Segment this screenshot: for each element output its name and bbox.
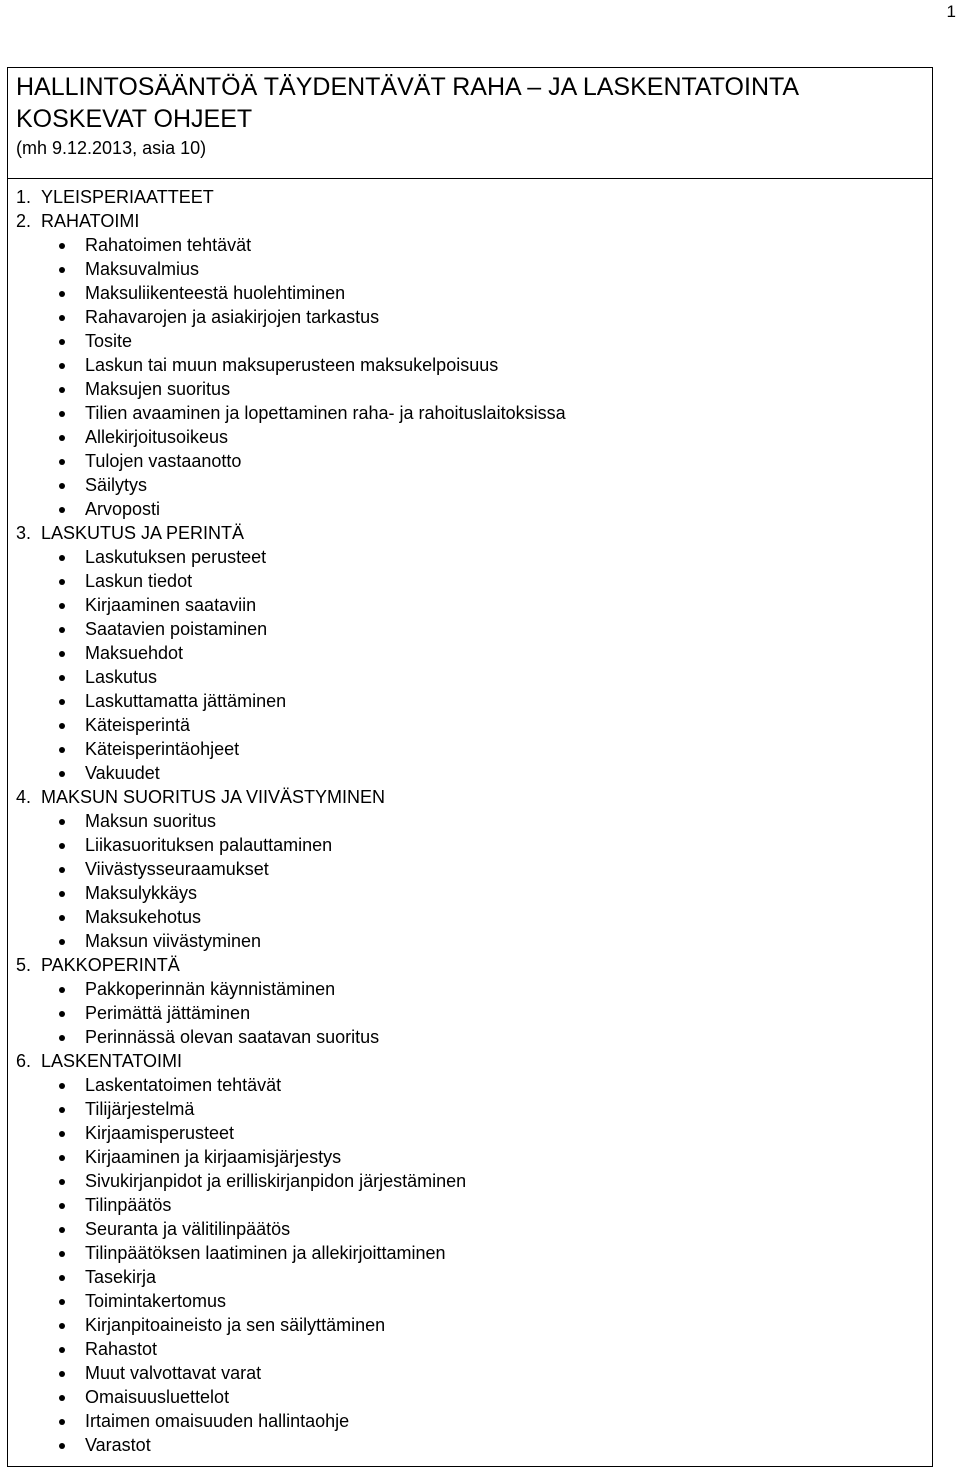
section-item-list (16, 809, 932, 953)
list-item-label: Maksuvalmius (85, 259, 200, 279)
list-item-label: Tosite (85, 331, 133, 351)
list-item (16, 545, 932, 569)
list-item-label: Toimintakertomus (85, 1291, 227, 1311)
list-item (16, 977, 932, 1001)
document-header (8, 68, 932, 179)
bullet-icon (59, 387, 65, 393)
list-item-label: Irtaimen omaisuuden hallintaohje (85, 1411, 350, 1431)
list-item-label: Laskutus (85, 667, 158, 687)
list-item (16, 1145, 932, 1169)
list-item (16, 497, 932, 521)
list-item-label: Omaisuusluettelot (85, 1387, 230, 1407)
section-heading (16, 1049, 932, 1073)
list-item-label: Tasekirja (85, 1267, 157, 1287)
bullet-icon (59, 627, 65, 633)
list-item-label: Liikasuorituksen palauttaminen (85, 835, 333, 855)
list-item-label: Maksulykkäys (85, 883, 198, 903)
list-item-label: Rahastot (85, 1339, 158, 1359)
bullet-icon (59, 1107, 65, 1113)
bullet-icon (59, 891, 65, 897)
list-item (16, 1001, 932, 1025)
list-item-label: Käteisperintä (85, 715, 191, 735)
document-title: HALLINTOSÄÄNTÖÄ TÄYDENTÄVÄT RAHA – JA LASKENTATOINTA KOSKEVAT OHJEET (16, 73, 798, 133)
list-item-label: Tilijärjestelmä (85, 1099, 195, 1119)
list-item (16, 929, 932, 953)
list-item-label: Maksun suoritus (85, 811, 217, 831)
section-title: RAHATOIMI (41, 211, 140, 231)
bullet-icon (59, 1131, 65, 1137)
bullet-icon (59, 579, 65, 585)
bullet-icon (59, 1035, 65, 1041)
list-item (16, 1073, 932, 1097)
list-item-label: Maksun viivästyminen (85, 931, 262, 951)
list-item (16, 1337, 932, 1361)
list-item (16, 1313, 932, 1337)
list-item-label: Saatavien poistaminen (85, 619, 268, 639)
bullet-icon (59, 435, 65, 441)
list-item (16, 809, 932, 833)
bullet-icon (59, 291, 65, 297)
table-of-contents (8, 179, 932, 1457)
list-item-label: Maksuliikenteestä huolehtiminen (85, 283, 346, 303)
list-item-label: Allekirjoitusoikeus (85, 427, 229, 447)
page-number: 1 (946, 2, 956, 21)
bullet-icon (59, 1371, 65, 1377)
section-title: LASKENTATOIMI (41, 1051, 183, 1071)
list-item (16, 473, 932, 497)
bullet-icon (59, 675, 65, 681)
bullet-icon (59, 243, 65, 249)
list-item (16, 737, 932, 761)
list-item (16, 1121, 932, 1145)
list-item (16, 713, 932, 737)
section-heading (16, 521, 932, 545)
list-item (16, 1289, 932, 1313)
section-heading (16, 953, 932, 977)
list-item (16, 329, 932, 353)
bullet-icon (59, 1275, 65, 1281)
list-item-label: Rahatoimen tehtävät (85, 235, 252, 255)
list-item (16, 233, 932, 257)
list-item-label: Laskutuksen perusteet (85, 547, 267, 567)
bullet-icon (59, 1179, 65, 1185)
list-item (16, 1169, 932, 1193)
section-item-list (16, 1073, 932, 1457)
list-item (16, 1409, 932, 1433)
list-item-label: Kirjaaminen ja kirjaamisjärjestys (85, 1147, 342, 1167)
bullet-icon (59, 1155, 65, 1161)
list-item (16, 1433, 932, 1457)
list-item (16, 1097, 932, 1121)
list-item-label: Viivästysseuraamukset (85, 859, 269, 879)
list-item-label: Kirjanpitoaineisto ja sen säilyttäminen (85, 1315, 386, 1335)
list-item (16, 257, 932, 281)
list-item (16, 1385, 932, 1409)
list-item-label: Rahavarojen ja asiakirjojen tarkastus (85, 307, 380, 327)
list-item (16, 1241, 932, 1265)
list-item-label: Perinnässä olevan saatavan suoritus (85, 1027, 380, 1047)
bullet-icon (59, 1395, 65, 1401)
bullet-icon (59, 1419, 65, 1425)
list-item (16, 617, 932, 641)
bullet-icon (59, 1347, 65, 1353)
list-item (16, 689, 932, 713)
list-item-label: Käteisperintäohjeet (85, 739, 240, 759)
list-item-label: Maksukehotus (85, 907, 202, 927)
list-item-label: Tilien avaaminen ja lopettaminen raha- ja rahoituslaitoksissa (85, 403, 566, 423)
section-number: 5. (16, 955, 32, 975)
list-item-label: Perimättä jättäminen (85, 1003, 251, 1023)
list-item-label: Arvoposti (85, 499, 161, 519)
bullet-icon (59, 1227, 65, 1233)
list-item (16, 833, 932, 857)
list-item (16, 761, 932, 785)
list-item-label: Muut valvottavat varat (85, 1363, 262, 1383)
list-item (16, 1217, 932, 1241)
document-frame (7, 67, 933, 1467)
bullet-icon (59, 747, 65, 753)
list-item (16, 593, 932, 617)
bullet-icon (59, 315, 65, 321)
section-heading (16, 185, 932, 209)
list-item (16, 425, 932, 449)
section-heading (16, 785, 932, 809)
bullet-icon (59, 1251, 65, 1257)
list-item (16, 857, 932, 881)
bullet-icon (59, 723, 65, 729)
list-item-label: Maksujen suoritus (85, 379, 231, 399)
list-item (16, 353, 932, 377)
bullet-icon (59, 819, 65, 825)
bullet-icon (59, 699, 65, 705)
section-title: MAKSUN SUORITUS JA VIIVÄSTYMINEN (41, 787, 386, 807)
list-item-label: Laskun tiedot (85, 571, 193, 591)
list-item (16, 569, 932, 593)
meeting-note: (mh 9.12.2013, asia 10) (16, 138, 207, 158)
list-item (16, 665, 932, 689)
list-item-label: Seuranta ja välitilinpäätös (85, 1219, 291, 1239)
list-item-label: Tilinpäätöksen laatiminen ja allekirjoittaminen (85, 1243, 446, 1263)
section-title: YLEISPERIAATTEET (41, 187, 214, 207)
section-heading (16, 209, 932, 233)
bullet-icon (59, 339, 65, 345)
bullet-icon (59, 555, 65, 561)
section-number: 1. (16, 187, 32, 207)
list-item (16, 305, 932, 329)
list-item-label: Maksuehdot (85, 643, 184, 663)
list-item (16, 1025, 932, 1049)
bullet-icon (59, 483, 65, 489)
list-item-label: Laskentatoimen tehtävät (85, 1075, 282, 1095)
list-item-label: Säilytys (85, 475, 148, 495)
section-title: LASKUTUS JA PERINTÄ (41, 523, 245, 543)
section-number: 6. (16, 1051, 32, 1071)
list-item-label: Laskuttamatta jättäminen (85, 691, 287, 711)
list-item (16, 881, 932, 905)
bullet-icon (59, 603, 65, 609)
list-item-label: Kirjaaminen saataviin (85, 595, 257, 615)
list-item-label: Pakkoperinnän käynnistäminen (85, 979, 336, 999)
bullet-icon (59, 843, 65, 849)
bullet-icon (59, 915, 65, 921)
section-item-list (16, 233, 932, 521)
section-number: 3. (16, 523, 32, 543)
list-item (16, 281, 932, 305)
list-item (16, 1193, 932, 1217)
list-item (16, 1265, 932, 1289)
list-item-label: Laskun tai muun maksuperusteen maksukelpoisuus (85, 355, 499, 375)
list-item-label: Tulojen vastaanotto (85, 451, 242, 471)
list-item-label: Sivukirjanpidot ja erilliskirjanpidon järjestäminen (85, 1171, 467, 1191)
list-item (16, 449, 932, 473)
bullet-icon (59, 867, 65, 873)
bullet-icon (59, 459, 65, 465)
list-item-label: Vakuudet (85, 763, 160, 783)
section-item-list (16, 977, 932, 1049)
list-item (16, 377, 932, 401)
list-item (16, 401, 932, 425)
bullet-icon (59, 651, 65, 657)
bullet-icon (59, 771, 65, 777)
bullet-icon (59, 267, 65, 273)
list-item-label: Kirjaamisperusteet (85, 1123, 235, 1143)
section-number: 2. (16, 211, 32, 231)
list-item-label: Tilinpäätös (85, 1195, 172, 1215)
bullet-icon (59, 987, 65, 993)
bullet-icon (59, 1299, 65, 1305)
section-title: PAKKOPERINTÄ (41, 955, 180, 975)
bullet-icon (59, 363, 65, 369)
section-item-list (16, 545, 932, 785)
bullet-icon (59, 1011, 65, 1017)
bullet-icon (59, 411, 65, 417)
bullet-icon (59, 1203, 65, 1209)
bullet-icon (59, 507, 65, 513)
bullet-icon (59, 1083, 65, 1089)
list-item (16, 905, 932, 929)
list-item-label: Varastot (85, 1435, 151, 1455)
list-item (16, 641, 932, 665)
bullet-icon (59, 939, 65, 945)
list-item (16, 1361, 932, 1385)
section-number: 4. (16, 787, 32, 807)
bullet-icon (59, 1323, 65, 1329)
